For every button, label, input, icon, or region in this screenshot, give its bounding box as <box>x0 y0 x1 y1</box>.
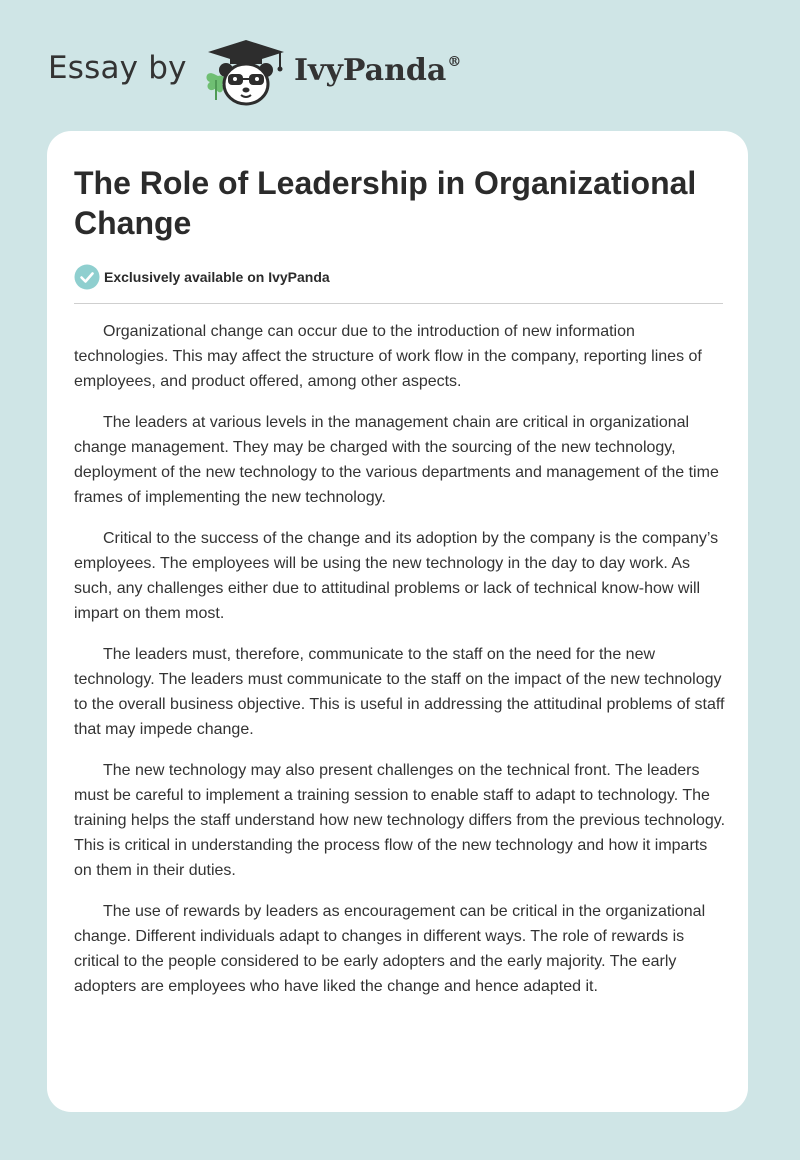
registered-mark: ® <box>447 54 462 70</box>
brand-name[interactable] <box>294 53 461 88</box>
site-header <box>0 0 800 130</box>
exclusive-badge <box>74 263 330 291</box>
exclusive-badge-label: Exclusively available on IvyPanda <box>104 269 330 285</box>
paragraph: The leaders at various levels in the management chain are critical in organizational change management. They may be charged with the sourcing of the new technology, deployment of the new technology to the various departments and management of the time frames of implementing the new technology. <box>74 414 719 506</box>
paragraph: Organizational change can occur due to the introduction of new information technologies. This may affect the structure of work flow in the company, reporting lines of employees, and product offered, among other aspects. <box>74 323 702 390</box>
brand-label: IvyPanda <box>294 53 447 88</box>
paragraph: The use of rewards by leaders as encouragement can be critical in the organizational change. Different individuals adapt to changes in different ways. The role of rewards is critical to the people considered to be early adopters and the early majority. The early adopters are employees who have liked the change and hence adapted it. <box>74 903 706 995</box>
check-circle-icon <box>74 264 100 290</box>
paragraph: Critical to the success of the change and its adoption by the company is the company’s employees. The employees will be using the new technology in the day to day work. As such, any challenges either due to attitudinal problems or lack of technical know-how will impart on them most. <box>74 530 719 622</box>
essay-card <box>47 131 748 1112</box>
essay-body <box>74 319 726 1015</box>
divider <box>74 303 723 304</box>
panda-graduate-logo-icon[interactable] <box>200 34 292 110</box>
page-title: The Role of Leadership in Organizational Change <box>74 165 697 241</box>
essay-by-label: Essay by <box>48 50 187 86</box>
paragraph: The leaders must, therefore, communicate to the staff on the need for the new technology. The leaders must communicate to the staff on the impact of the new technology to the overall business objective. This is useful in addressing the attitudinal problems of staff that may impede change. <box>74 646 725 738</box>
paragraph: The new technology may also present challenges on the technical front. The leaders must be careful to implement a training session to enable staff to adapt to technology. The training helps the staff understand how new technology differs from the previous technology. This is critical in understanding the process flow of the new technology and how it imparts on them in their duties. <box>74 762 726 879</box>
